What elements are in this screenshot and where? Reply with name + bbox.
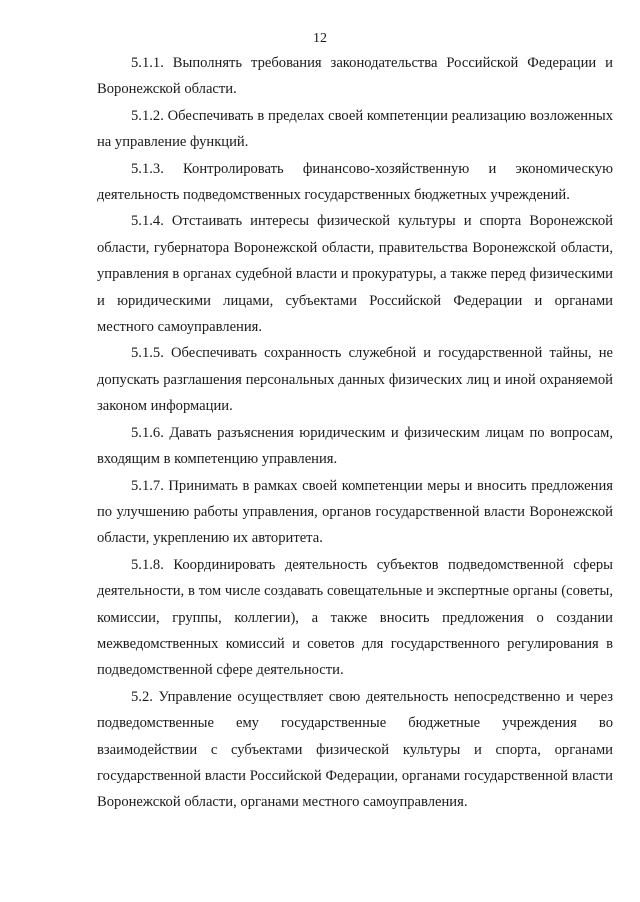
page-number: 12 bbox=[313, 31, 327, 46]
document-body bbox=[97, 50, 613, 816]
paragraph-5-1-6: 5.1.6. Давать разъяснения юридическим и физическим лицам по вопросам, входящим в компетенцию управления. bbox=[97, 424, 613, 468]
paragraph-5-1-8: 5.1.8. Координировать деятельность субъектов подведомственной сферы деятельности, в том числе создавать совещательные и экспертные органы (советы, комиссии, группы, коллегии), а также вносить предложения о создании межведомственных комиссий и советов для государственного регулирования в подведомственной сфере деятельности. bbox=[97, 556, 613, 679]
paragraph-5-2: 5.2. Управление осуществляет свою деятельность непосредственно и через подведомственные ему государственные бюджетные учреждения во взаимодействии с субъектами физической культуры и спорта, органами государственной власти Российской Федерации, органами государственной власти Воронежской области, органами местного самоуправления. bbox=[97, 688, 613, 811]
paragraph-5-1-4: 5.1.4. Отстаивать интересы физической культуры и спорта Воронежской области, губернатора Воронежской области, правительства Воронежской области, управления в органах судебной власти и прокуратуры, а также перед физическими и юридическими лицами, субъектами Российской Федерации и органами местного самоуправления. bbox=[97, 213, 613, 336]
paragraph-5-1-1: 5.1.1. Выполнять требования законодательства Российской Федерации и Воронежской области. bbox=[97, 55, 613, 98]
paragraph-5-1-3: 5.1.3. Контролировать финансово-хозяйственную и экономическую деятельность подведомственных государственных бюджетных учреждений. bbox=[97, 160, 613, 204]
paragraph-5-1-7: 5.1.7. Принимать в рамках своей компетенции меры и вносить предложения по улучшению работы управления, органов государственной власти Воронежской области, укреплению их авторитета. bbox=[97, 477, 613, 547]
paragraph-5-1-5: 5.1.5. Обеспечивать сохранность служебной и государственной тайны, не допускать разглашения персональных данных физических лиц и иной охраняемой законом информации. bbox=[97, 345, 613, 415]
paragraph-5-1-2: 5.1.2. Обеспечивать в пределах своей компетенции реализацию возложенных на управление функций. bbox=[97, 107, 613, 151]
